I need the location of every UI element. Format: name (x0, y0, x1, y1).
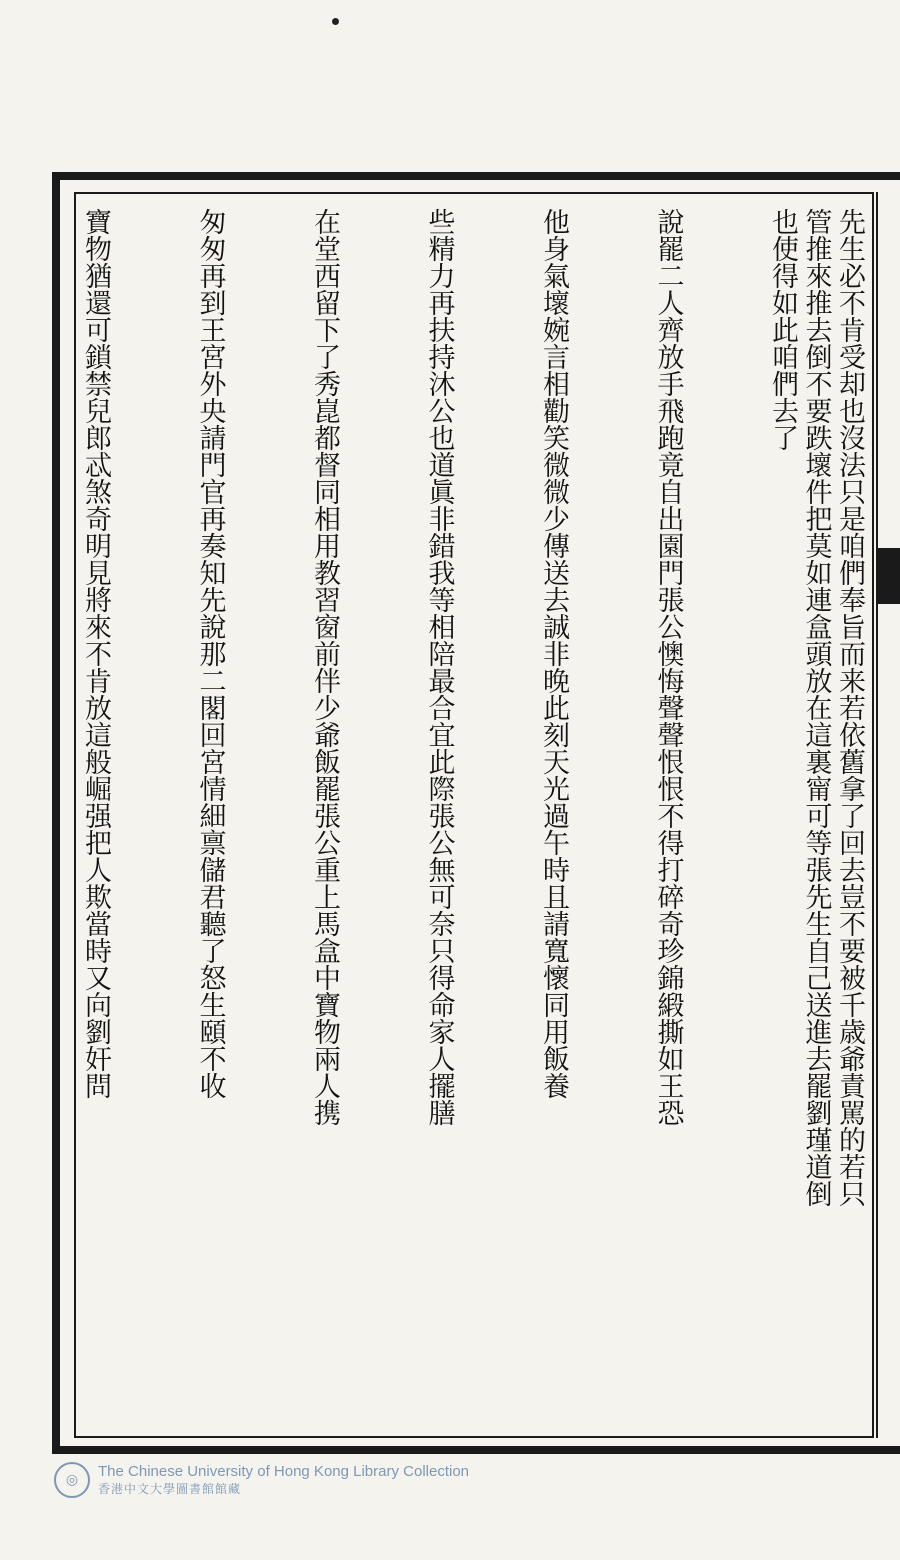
text-column (651, 208, 766, 1426)
text-segment: 央請門官再奏知 (194, 397, 226, 586)
text-segment: 這般崛强把人欺 (80, 721, 111, 910)
vertical-text-body (80, 208, 866, 1426)
ink-dot (332, 18, 339, 25)
library-watermark (54, 1460, 469, 1500)
text-segment: 恨不得打碎奇珍錦緞撕 (652, 775, 684, 1045)
text-segment: 婉言相勸笑微微 (538, 316, 569, 505)
watermark-text (98, 1463, 469, 1497)
text-segment: 養 (538, 1072, 569, 1099)
cuhk-logo-icon: ◎ (54, 1462, 90, 1498)
text-column (422, 208, 537, 1426)
text-segment: 如王恐 (652, 1045, 684, 1126)
text-segment: 當時又向劉奸問 (80, 910, 111, 1099)
text-column (79, 208, 194, 1426)
text-column (193, 208, 308, 1426)
text-segment: 匆匆再到王宮外 (194, 208, 226, 397)
text-segment: 少傳送去誠非晚 (538, 505, 569, 694)
fold-margin-fishtail (878, 548, 900, 604)
text-segment: 飯罷張公重上馬 (309, 748, 340, 937)
text-segment: 他身氣壞 (538, 208, 569, 316)
text-segment: 我等相陪最合宜 (423, 559, 455, 748)
text-segment: 此刻天光過午時 (538, 694, 569, 883)
text-segment: 鎖禁兒郎忒煞奇 (80, 343, 111, 532)
text-column (766, 208, 800, 1426)
text-segment: 教習窗前伴少爺 (309, 559, 340, 748)
watermark-chinese: 香港中文大學圖書館館藏 (98, 1482, 242, 1496)
text-column (0, 208, 79, 1426)
text-column (308, 208, 423, 1426)
text-segment: 先生必不肯受却也沒法只是咱們奉旨而来若依舊拿了回去豈不要被千歳爺責駡的若只 (834, 208, 865, 1207)
text-segment: 只得命家人擺膳 (423, 937, 455, 1126)
text-segment: 且請寬懷同用飯 (538, 883, 569, 1072)
text-segment: 先說那二閣回宮情細禀 (194, 586, 226, 856)
text-segment: 寶物猶還可 (80, 208, 111, 343)
text-column (537, 208, 652, 1426)
text-segment: 飛跑竟自出園門 (652, 397, 684, 586)
text-segment: 沐公也道眞非錯 (423, 370, 455, 559)
text-segment: 些精力再扶持 (423, 208, 455, 370)
text-segment: 此際張公無可奈 (423, 748, 455, 937)
text-column (799, 208, 833, 1426)
text-segment: 張公懊悔聲聲恨 (652, 586, 684, 775)
fold-margin-strip (876, 192, 900, 1438)
text-segment: 管推來推去倒不要跌壞件把莫如連盒頭放在這裏甯可等張先生自己送進去罷劉瑾道倒 (800, 208, 832, 1207)
text-segment: 在堂西 (309, 208, 340, 289)
text-segment: 說罷二人齊放手 (652, 208, 684, 397)
text-segment: 明見將來不肯放 (80, 532, 111, 721)
text-segment: 留下了秀崑都督同相用 (309, 289, 340, 559)
text-segment: 盒中寶物兩人携 (309, 937, 340, 1126)
watermark-english: The Chinese University of Hong Kong Library Collection (98, 1463, 470, 1480)
text-column (833, 208, 867, 1426)
text-segment: 不收 (194, 1045, 226, 1099)
text-segment: 儲君聽了怒生頤 (194, 856, 226, 1045)
text-segment: 也使得如此咱們去了 (767, 208, 798, 451)
